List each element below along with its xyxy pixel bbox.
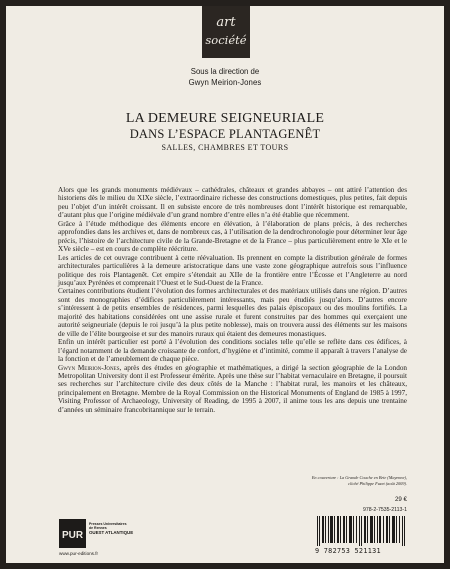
- book-subtitle: SALLES, CHAMBRES ET TOURS: [161, 143, 289, 152]
- cover-credit-line1: En couverture : La Grande Couche en Brie (Mayenne),: [311, 475, 407, 480]
- back-cover: [6, 6, 444, 563]
- blurb-paragraph: Enfin un intérêt particulier est porté à l’évolution des conditions sociales telle qu’elle se reflète dans ces édifices, à l’égard notamment de la demande croissante de confort, d’hygiène et d’intimité, comme il apparaît à travers l’analyse de la fonction et de l’ameublement de chaque pièce.: [58, 338, 407, 364]
- publisher-name: [89, 522, 133, 535]
- pur-logo-text: PUR: [61, 530, 84, 541]
- cover-credit-line2: cliché Philippe Fuzet (août 2009).: [348, 481, 407, 486]
- publisher-line2: de Rennes: [89, 526, 107, 531]
- isbn: 978-2-7535-2113-1: [362, 507, 407, 513]
- publisher-line3: OUEST ATLANTIQUE: [89, 529, 134, 535]
- direction-block: [6, 66, 444, 88]
- blurb-paragraph: Grâce à l’étude méthodique des éléments encore en élévation, à l’élaboration de plans précis, à des recherches approfondies dans les archives et, dans de nombreux cas, à l’utilisation de la dendrochronologie pour déterminer leur âge précis, l’histoire de l’architecture civile de la Grande-Bretagne et de la France – plus particulièrement entre le XIe et le XVe siècle – est en cours de complète réécriture.: [58, 219, 407, 254]
- blurb-paragraph: Les articles de cet ouvrage contribuent à cette réévaluation. Ils prennent en compte la distribution générale de formes architecturales particulières à la demeure aristocratique dans une vaste zone géographique autrefois sous l’influence politique des rois Plantagenêt. Cet empire s’étendait au XIIe de la frontière entre l’Écosse et l’Angleterre au nord jusqu’aux Pyrénées et comprenait l’Ouest et le Sud-Ouest de la France.: [58, 253, 407, 287]
- book-title: [6, 110, 444, 154]
- series-badge-line1: art: [216, 15, 236, 30]
- barcode-digits: 9 782753 521131: [315, 547, 381, 555]
- publisher-url[interactable]: www.pur-editions.fr: [59, 551, 99, 556]
- blurb: [58, 186, 407, 414]
- author-bio-text: , après des études en géographie et mathématiques, a dirigé la section géographie de la London Metropolitan University dont il est Professeur émérite. Après une thèse sur l’habitat vernaculaire en Bretagne, il poursuit ses recherches sur l’architecture civile des deux côtés de la Manche : l’habitat rural, les manoirs et les châteaux, principalement en Bretagne. Membre de la Royal Commission on the Historical Monuments of England de 1985 à 1997, Visiting Professor of Archaeology, University of Reading, de 1995 à 2007, il anime tous les ans depuis une trentaine d’années un séminaire francobritannique sur le terrain.: [58, 363, 408, 414]
- price: 29 €: [394, 496, 407, 503]
- cover-credit: [265, 475, 407, 487]
- publisher-line1: Presses Universitaires: [89, 522, 127, 526]
- series-badge: [202, 6, 250, 58]
- pur-logo-icon: [59, 519, 86, 548]
- title-line2: DANS L’ESPACE PLANTAGENÊT: [129, 127, 321, 141]
- blurb-paragraph: Alors que les grands monuments médiévaux – cathédrales, châteaux et grandes abbayes – ont attiré l’attention des historiens dès le milieu du XIXe siècle, l’extraordinaire richesse des constructions domestiques, plus petites, fait depuis peu l’objet d’un intérêt croissant. Il en subsiste encore de très nombreuses dont l’intérêt historique est remarquable, d’autant plus que l’origine médiévale d’un grand nombre d’entre elles n’a été établie que récemment.: [58, 186, 407, 220]
- editor-name: Gwyn Meirion-Jones: [188, 78, 262, 87]
- author-bio: [58, 364, 407, 415]
- barcode-icon: [315, 516, 407, 546]
- direction-label: Sous la direction de: [190, 67, 260, 76]
- series-badge-line2: société: [205, 33, 247, 47]
- blurb-paragraph: Certaines contributions étudient l’évolution des formes architecturales et des matériaux utilisés dans une région. D’autres sont des monographies d’édifices particulièrement intéressants, mais peu étudiés jusqu’alors. D’autres encore s’intéressent à de petits ensembles de résidences, parmi lesquelles des palais épiscopaux ou des moulins fortifiés. La majorité des habitations considérées ont une assise rurale et furent construites par des hommes qui exerçaient une autorité seigneuriale (depuis le roi jusqu’à la plus petite noblesse), mais on trouvera aussi des éléments sur les maisons de ville de l’élite bourgeoise et sur des manoirs ruraux qui étaient des demeures monastiques.: [58, 287, 407, 338]
- title-line1: LA DEMEURE SEIGNEURIALE: [125, 111, 325, 126]
- author-bio-name: Gwyn Meirion-Jones: [58, 363, 120, 372]
